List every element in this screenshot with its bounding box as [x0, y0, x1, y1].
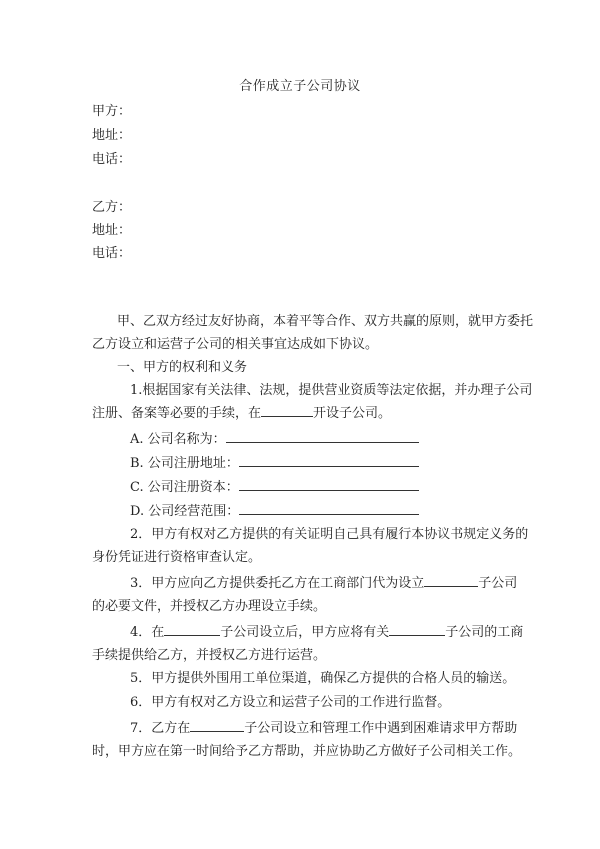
intro-line-2: 乙方设立和运营子公司的相关事宜达成如下协议。: [92, 337, 379, 352]
clause-1-line-1: 1.根据国家有关法律、法规，提供营业资质等法定依据，并办理子公司: [130, 383, 533, 398]
clause-4-line-1: [130, 622, 523, 644]
item-c-label: C. 公司注册资本：: [130, 480, 239, 495]
item-d-label: D. 公司经营范围：: [130, 504, 240, 519]
item-b-label: B. 公司注册地址：: [130, 456, 239, 471]
clause-3-text-post: 子公司: [478, 576, 518, 591]
item-a-blank: [226, 430, 419, 443]
location-blank: [261, 404, 313, 417]
clause-1-text-pre: 注册、备案等必要的手续，在: [92, 406, 262, 421]
clause-3-line-1: [130, 573, 517, 595]
clause-7-blank: [190, 719, 244, 732]
party-b-address-label: 地址：: [92, 223, 132, 238]
clause-6: 6．甲方有权对乙方设立和运营子公司的工作进行监督。: [130, 695, 451, 710]
item-a-label: A. 公司名称为：: [130, 432, 226, 447]
party-b-name-label: 乙方：: [92, 200, 132, 215]
clause-2-line-2: 身份凭证进行资格审查认定。: [92, 550, 262, 565]
item-a-company-name: [130, 429, 419, 451]
item-c-registered-capital: [130, 477, 419, 499]
item-d-business-scope: [130, 501, 419, 523]
clause-4-blank-2: [389, 623, 445, 636]
intro-line-1: 甲、乙双方经过友好协商，本着平等合作、双方共赢的原则，就甲方委托: [117, 314, 534, 329]
clause-4-text-mid: 子公司设立后，甲方应将有关: [220, 625, 390, 640]
clause-3-blank: [424, 574, 478, 587]
clause-4-text-post: 子公司的工商: [445, 625, 524, 640]
clause-4-blank-1: [164, 623, 220, 636]
clause-4-text-pre: 4．在: [130, 625, 165, 640]
item-b-blank: [239, 454, 419, 467]
item-b-registered-address: [130, 453, 419, 475]
item-c-blank: [239, 478, 419, 491]
party-a-phone-label: 电话：: [92, 152, 132, 167]
party-b-phone-label: 电话：: [92, 246, 132, 261]
clause-1-text-post: 开设子公司。: [313, 406, 392, 421]
section-heading-party-a-rights: 一、甲方的权利和义务: [117, 360, 248, 375]
clause-5: 5．甲方提供外围用工单位渠道，确保乙方提供的合格人员的输送。: [130, 671, 516, 686]
clause-7-line-2: 时，甲方应在第一时间给予乙方帮助，并应协助乙方做好子公司相关工作。: [92, 744, 522, 759]
clause-2-line-1: 2．甲方有权对乙方提供的有关证明自己具有履行本协议书规定义务的: [130, 527, 529, 542]
item-d-blank: [239, 502, 419, 515]
clause-3-text-pre: 3．甲方应向乙方提供委托乙方在工商部门代为设立: [130, 576, 425, 591]
clause-3-line-2: 的必要文件，并授权乙方办理设立手续。: [92, 599, 327, 614]
clause-7-text-pre: 7．乙方在: [130, 721, 191, 736]
clause-7-line-1: [130, 718, 517, 740]
clause-7-text-post: 子公司设立和管理工作中遇到困难请求甲方帮助: [244, 721, 518, 736]
clause-4-line-2: 手续提供给乙方，并授权乙方进行运营。: [92, 648, 327, 663]
clause-1-line-2: [92, 403, 391, 425]
party-a-name-label: 甲方：: [92, 104, 132, 119]
document-title: 合作成立子公司协议: [239, 79, 361, 94]
party-a-address-label: 地址：: [92, 128, 132, 143]
